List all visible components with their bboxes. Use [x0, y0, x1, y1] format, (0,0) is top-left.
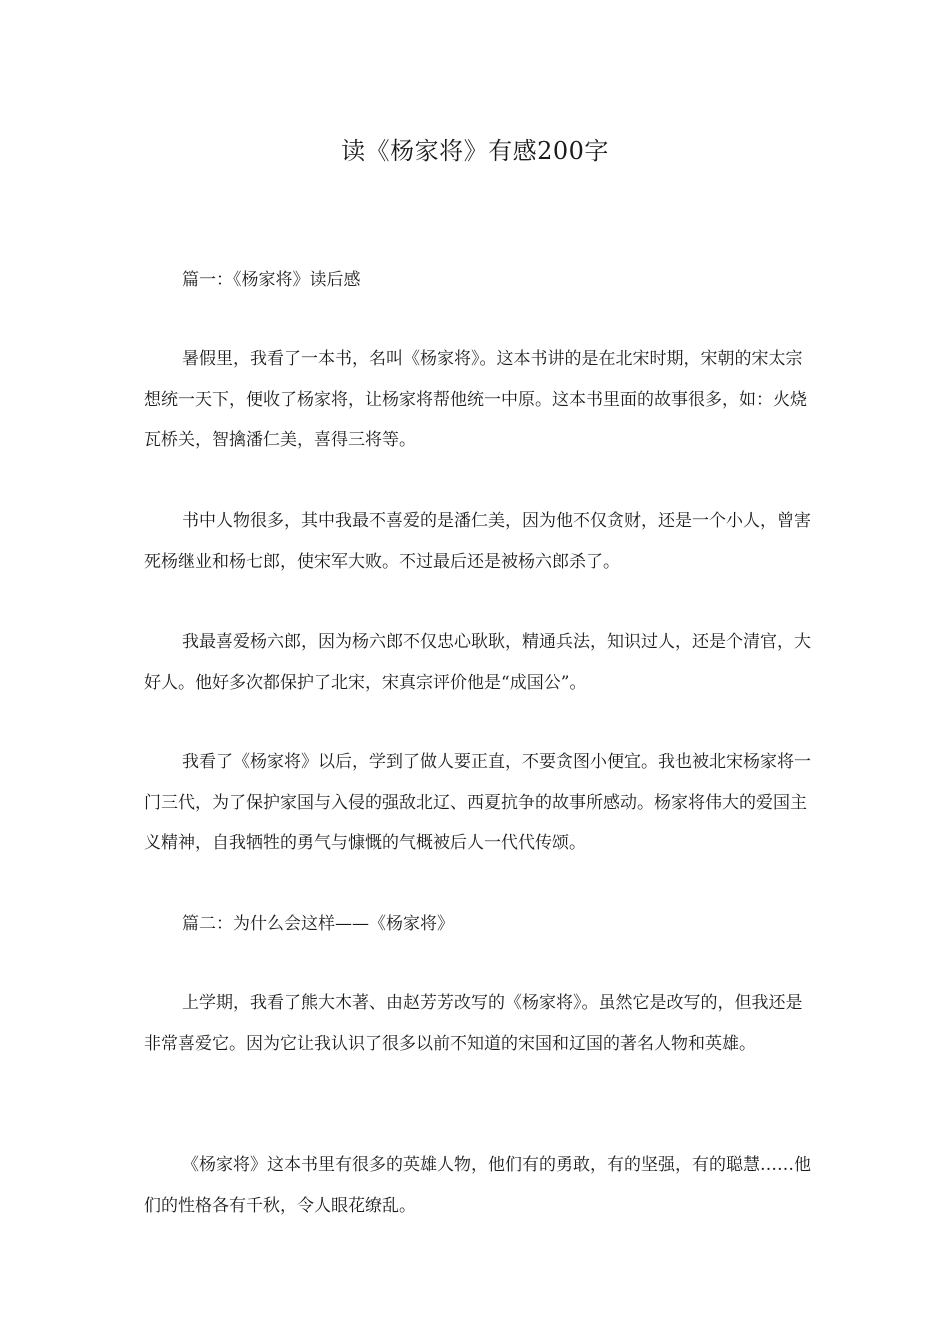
section-heading-1: 篇一：《杨家将》读后感: [182, 270, 361, 290]
paragraph: 书中人物很多，其中我最不喜爱的是潘仁美，因为他不仅贪财，还是一个小人，曾害死杨继业和杨七郎，使宋军大败。不过最后还是被杨六郎杀了。: [144, 511, 811, 572]
section-heading-2: 篇二：为什么会这样——《杨家将》: [182, 914, 454, 934]
paragraph: 《杨家将》这本书里有很多的英雄人物，他们有的勇敢，有的坚强，有的聪慧……他们的性格各有千秋，令人眼花缭乱。: [144, 1155, 811, 1216]
paragraph: 暑假里，我看了一本书，名叫《杨家将》。这本书讲的是在北宋时期，宋朝的宋太宗想统一天下，便收了杨家将，让杨家将帮他统一中原。这本书里面的故事很多，如：火烧瓦桥关，智擒潘仁美，喜得三将等。: [144, 349, 807, 450]
paragraph: 上学期，我看了熊大木著、由赵芳芳改写的《杨家将》。虽然它是改写的，但我还是非常喜爱它。因为它让我认识了很多以前不知道的宋国和辽国的著名人物和英雄。: [144, 993, 803, 1054]
paragraph: 我最喜爱杨六郎，因为杨六郎不仅忠心耿耿，精通兵法，知识过人，还是个清官，大好人。他好多次都保护了北宋，宋真宗评价他是“成国公”。: [144, 632, 811, 693]
paragraph: 我看了《杨家将》以后，学到了做人要正直，不要贪图小便宜。我也被北宋杨家将一门三代，为了保护家国与入侵的强敌北辽、西夏抗争的故事所感动。杨家将伟大的爱国主义精神，自我牺牲的勇气与慷慨的气概被后人一代代传颂。: [144, 752, 811, 853]
document-title: 读《杨家将》有感200字: [341, 137, 609, 165]
